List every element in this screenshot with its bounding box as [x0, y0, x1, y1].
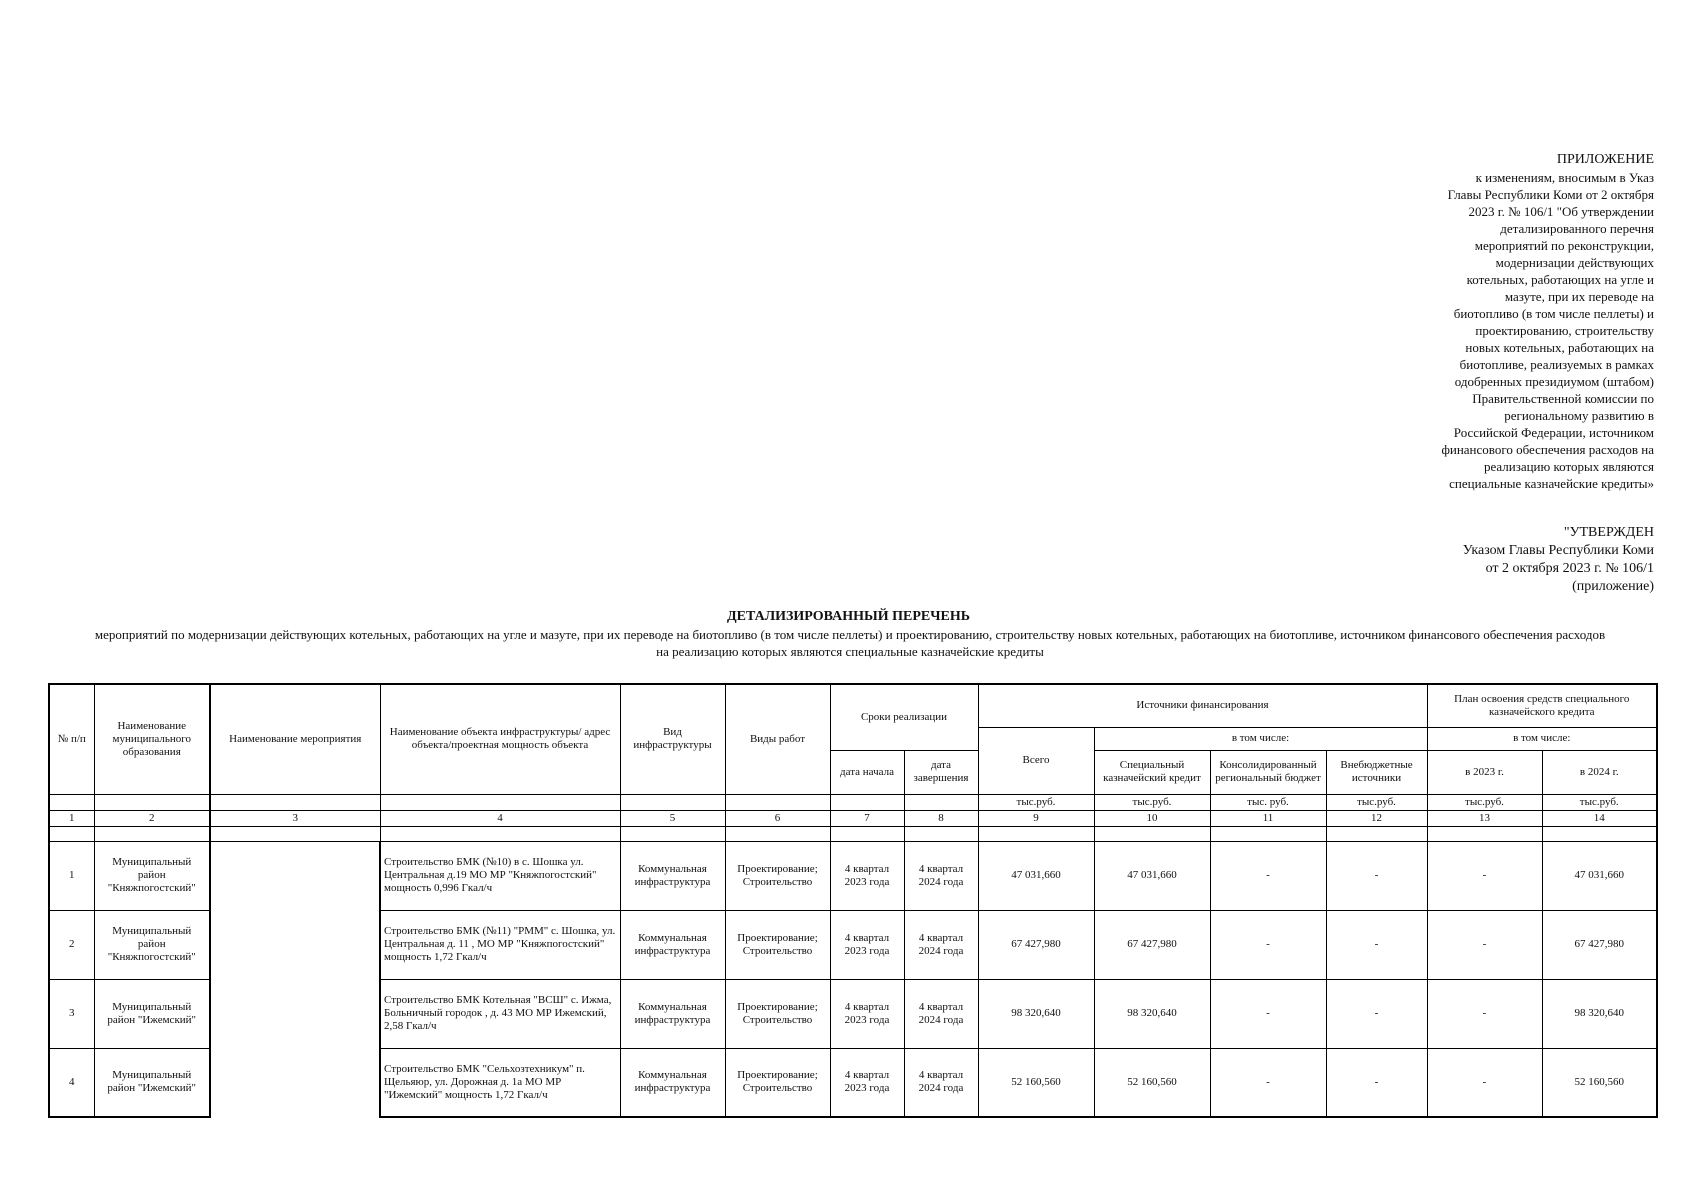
appendix-line: модернизации действующих	[1495, 255, 1654, 270]
event-merged-cell	[210, 841, 380, 1117]
document-title: ДЕТАЛИЗИРОВАННЫЙ ПЕРЕЧЕНЬ	[726, 609, 971, 624]
row-special-credit: 67 427,980	[1094, 910, 1210, 979]
empty-cell	[904, 826, 978, 841]
header-2024: в 2024 г.	[1542, 750, 1657, 794]
row-end: 4 квартал 2024 года	[904, 910, 978, 979]
row-object: Строительство БМК (№10) в с. Шошка ул. Центральная д.19 МО МР "Княжпогостский" мощность 0,996 Гкал/ч	[380, 841, 620, 910]
column-number: 4	[380, 810, 620, 826]
appendix-line: котельных, работающих на угле и	[1466, 272, 1654, 287]
appendix-line: Главы Республики Коми от 2 октября	[1447, 187, 1654, 202]
row-infra-type: Коммунальная инфраструктура	[620, 979, 725, 1048]
row-municipality: Муниципальный район "Княжпогостский"	[94, 910, 210, 979]
row-2024: 98 320,640	[1542, 979, 1657, 1048]
row-total: 47 031,660	[978, 841, 1094, 910]
empty-cell	[725, 826, 830, 841]
column-number: 9	[978, 810, 1094, 826]
row-municipality: Муниципальный район "Ижемский"	[94, 979, 210, 1048]
approved-line: (приложение)	[1572, 579, 1654, 594]
row-total: 98 320,640	[978, 979, 1094, 1048]
row-consolidated: -	[1210, 841, 1326, 910]
column-number: 7	[830, 810, 904, 826]
row-offbudget: -	[1326, 979, 1427, 1048]
row-start: 4 квартал 2023 года	[830, 1048, 904, 1117]
header-consolidated: Консолидированный региональный бюджет	[1210, 750, 1326, 794]
row-end: 4 квартал 2024 года	[904, 1048, 978, 1117]
empty-cell	[830, 794, 904, 810]
row-start: 4 квартал 2023 года	[830, 979, 904, 1048]
row-2023: -	[1427, 910, 1542, 979]
empty-cell	[380, 794, 620, 810]
empty-cell	[94, 826, 210, 841]
row-2023: -	[1427, 1048, 1542, 1117]
empty-cell	[1326, 826, 1427, 841]
row-total: 67 427,980	[978, 910, 1094, 979]
row-2024: 52 160,560	[1542, 1048, 1657, 1117]
unit-label: тыс.руб.	[1427, 794, 1542, 810]
row-infra-type: Коммунальная инфраструктура	[620, 841, 725, 910]
column-number: 5	[620, 810, 725, 826]
row-start: 4 квартал 2023 года	[830, 841, 904, 910]
empty-cell	[1210, 826, 1326, 841]
empty-cell	[49, 794, 94, 810]
column-number: 3	[210, 810, 380, 826]
column-number: 13	[1427, 810, 1542, 826]
header-total: Всего	[978, 727, 1094, 794]
appendix-line: региональному развитию в	[1504, 408, 1654, 423]
row-object: Строительство БМК "Сельхозтехникум" п. Щельяюр, ул. Дорожная д. 1а МО МР "Ижемский" мощность 1,72 Гкал/ч	[380, 1048, 620, 1117]
column-number: 12	[1326, 810, 1427, 826]
row-infra-type: Коммунальная инфраструктура	[620, 910, 725, 979]
table-row	[49, 841, 1657, 910]
row-num: 1	[49, 841, 94, 910]
approved-line: Указом Главы Республики Коми	[1462, 543, 1654, 558]
row-offbudget: -	[1326, 841, 1427, 910]
appendix-line: детализированного перечня	[1500, 221, 1654, 236]
row-2023: -	[1427, 979, 1542, 1048]
empty-cell	[725, 794, 830, 810]
row-total: 52 160,560	[978, 1048, 1094, 1117]
appendix-line: специальные казначейские кредиты»	[1449, 476, 1654, 491]
row-offbudget: -	[1326, 1048, 1427, 1117]
row-municipality: Муниципальный район "Княжпогостский"	[94, 841, 210, 910]
subtitle-line: на реализацию которых являются специальные казначейские кредиты	[656, 644, 1044, 659]
header-end: дата завершения	[904, 750, 978, 794]
column-number: 10	[1094, 810, 1210, 826]
appendix-line: одобренных президиумом (штабом)	[1454, 374, 1654, 389]
row-end: 4 квартал 2024 года	[904, 841, 978, 910]
approved-line: "УТВЕРЖДЕН	[1563, 525, 1654, 540]
row-infra-type: Коммунальная инфраструктура	[620, 1048, 725, 1117]
unit-label: тыс.руб.	[1542, 794, 1657, 810]
unit-label: тыс.руб.	[978, 794, 1094, 810]
empty-cell	[1542, 826, 1657, 841]
empty-cell	[904, 794, 978, 810]
appendix-title: ПРИЛОЖЕНИЕ	[1556, 152, 1654, 167]
header-including-plan: в том числе:	[1427, 727, 1657, 750]
approved-block	[1354, 524, 1654, 596]
approved-line: от 2 октября 2023 г. № 106/1	[1485, 561, 1654, 576]
empty-cell	[830, 826, 904, 841]
header-work-type: Виды работ	[725, 684, 830, 794]
appendix-line: к изменениям, вносимым в Указ	[1475, 170, 1654, 185]
header-num: № п/п	[49, 684, 94, 794]
unit-label: тыс.руб.	[1094, 794, 1210, 810]
appendix-line: новых котельных, работающих на	[1465, 340, 1654, 355]
row-end: 4 квартал 2024 года	[904, 979, 978, 1048]
appendix-line: 2023 г. № 106/1 "Об утверждении	[1468, 204, 1654, 219]
empty-cell	[620, 794, 725, 810]
row-consolidated: -	[1210, 979, 1326, 1048]
unit-label: тыс. руб.	[1210, 794, 1326, 810]
column-number: 8	[904, 810, 978, 826]
row-municipality: Муниципальный район "Ижемский"	[94, 1048, 210, 1117]
row-special-credit: 52 160,560	[1094, 1048, 1210, 1117]
row-num: 2	[49, 910, 94, 979]
appendix-line: биотопливо (в том числе пеллеты) и	[1453, 306, 1654, 321]
row-work-type: Проектирование; Строительство	[725, 979, 830, 1048]
row-work-type: Проектирование; Строительство	[725, 1048, 830, 1117]
header-event: Наименование мероприятия	[210, 684, 380, 794]
empty-cell	[620, 826, 725, 841]
appendix-line: реализацию которых являются	[1483, 459, 1654, 474]
row-consolidated: -	[1210, 910, 1326, 979]
row-num: 4	[49, 1048, 94, 1117]
appendix-line: мероприятий по реконструкции,	[1474, 238, 1654, 253]
unit-label: тыс.руб.	[1326, 794, 1427, 810]
empty-cell	[1094, 826, 1210, 841]
column-number: 14	[1542, 810, 1657, 826]
row-2024: 67 427,980	[1542, 910, 1657, 979]
row-2024: 47 031,660	[1542, 841, 1657, 910]
subtitle-line: мероприятий по модернизации действующих котельных, работающих на угле и мазуте, при их переводе на биотопливо (в том числе пеллеты) и проектированию, строительству новых котельных, работающих на биотопливе, источником финансового обеспечения расходов	[94, 627, 1606, 642]
column-number: 11	[1210, 810, 1326, 826]
header-including-sources: в том числе:	[1094, 727, 1427, 750]
header-terms: Сроки реализации	[830, 684, 978, 750]
row-work-type: Проектирование; Строительство	[725, 841, 830, 910]
header-2023: в 2023 г.	[1427, 750, 1542, 794]
row-special-credit: 98 320,640	[1094, 979, 1210, 1048]
appendix-line: проектированию, строительству	[1475, 323, 1654, 338]
header-special-credit: Специальный казначейский кредит	[1094, 750, 1210, 794]
row-offbudget: -	[1326, 910, 1427, 979]
document-subtitle	[50, 626, 1650, 660]
header-start: дата начала	[830, 750, 904, 794]
header-object: Наименование объекта инфраструктуры/ адрес объекта/проектная мощность объекта	[380, 684, 620, 794]
row-consolidated: -	[1210, 1048, 1326, 1117]
header-plan: План освоения средств специального казначейского кредита	[1427, 684, 1657, 727]
row-2023: -	[1427, 841, 1542, 910]
empty-cell	[380, 826, 620, 841]
empty-cell	[210, 794, 380, 810]
header-municipality: Наименование муниципального образования	[94, 684, 210, 794]
column-number: 6	[725, 810, 830, 826]
appendix-line: Российской Федерации, источником	[1453, 425, 1654, 440]
column-number: 2	[94, 810, 210, 826]
row-object: Строительство БМК (№11) "РММ" с. Шошка, ул. Центральная д. 11 , МО МР "Княжпогостский" мощность 1,72 Гкал/ч	[380, 910, 620, 979]
row-work-type: Проектирование; Строительство	[725, 910, 830, 979]
empty-cell	[94, 794, 210, 810]
row-object: Строительство БМК Котельная "ВСШ" с. Ижма, Больничный городок , д. 43 МО МР Ижемский, 2,58 Гкал/ч	[380, 979, 620, 1048]
appendix-line: финансового обеспечения расходов на	[1441, 442, 1654, 457]
empty-cell	[210, 826, 380, 841]
row-start: 4 квартал 2023 года	[830, 910, 904, 979]
header-offbudget: Внебюджетные источники	[1326, 750, 1427, 794]
empty-cell	[49, 826, 94, 841]
appendix-line: биотопливе, реализуемых в рамках	[1459, 357, 1654, 372]
header-sources: Источники финансирования	[978, 684, 1427, 727]
appendix-line: Правительственной комиссии по	[1472, 391, 1654, 406]
appendix-line: мазуте, при их переводе на	[1504, 289, 1654, 304]
empty-cell	[1427, 826, 1542, 841]
appendix-block	[1414, 151, 1654, 492]
events-table	[48, 683, 1658, 1118]
row-special-credit: 47 031,660	[1094, 841, 1210, 910]
row-num: 3	[49, 979, 94, 1048]
header-infra-type: Вид инфраструктуры	[620, 684, 725, 794]
empty-cell	[978, 826, 1094, 841]
column-number: 1	[49, 810, 94, 826]
